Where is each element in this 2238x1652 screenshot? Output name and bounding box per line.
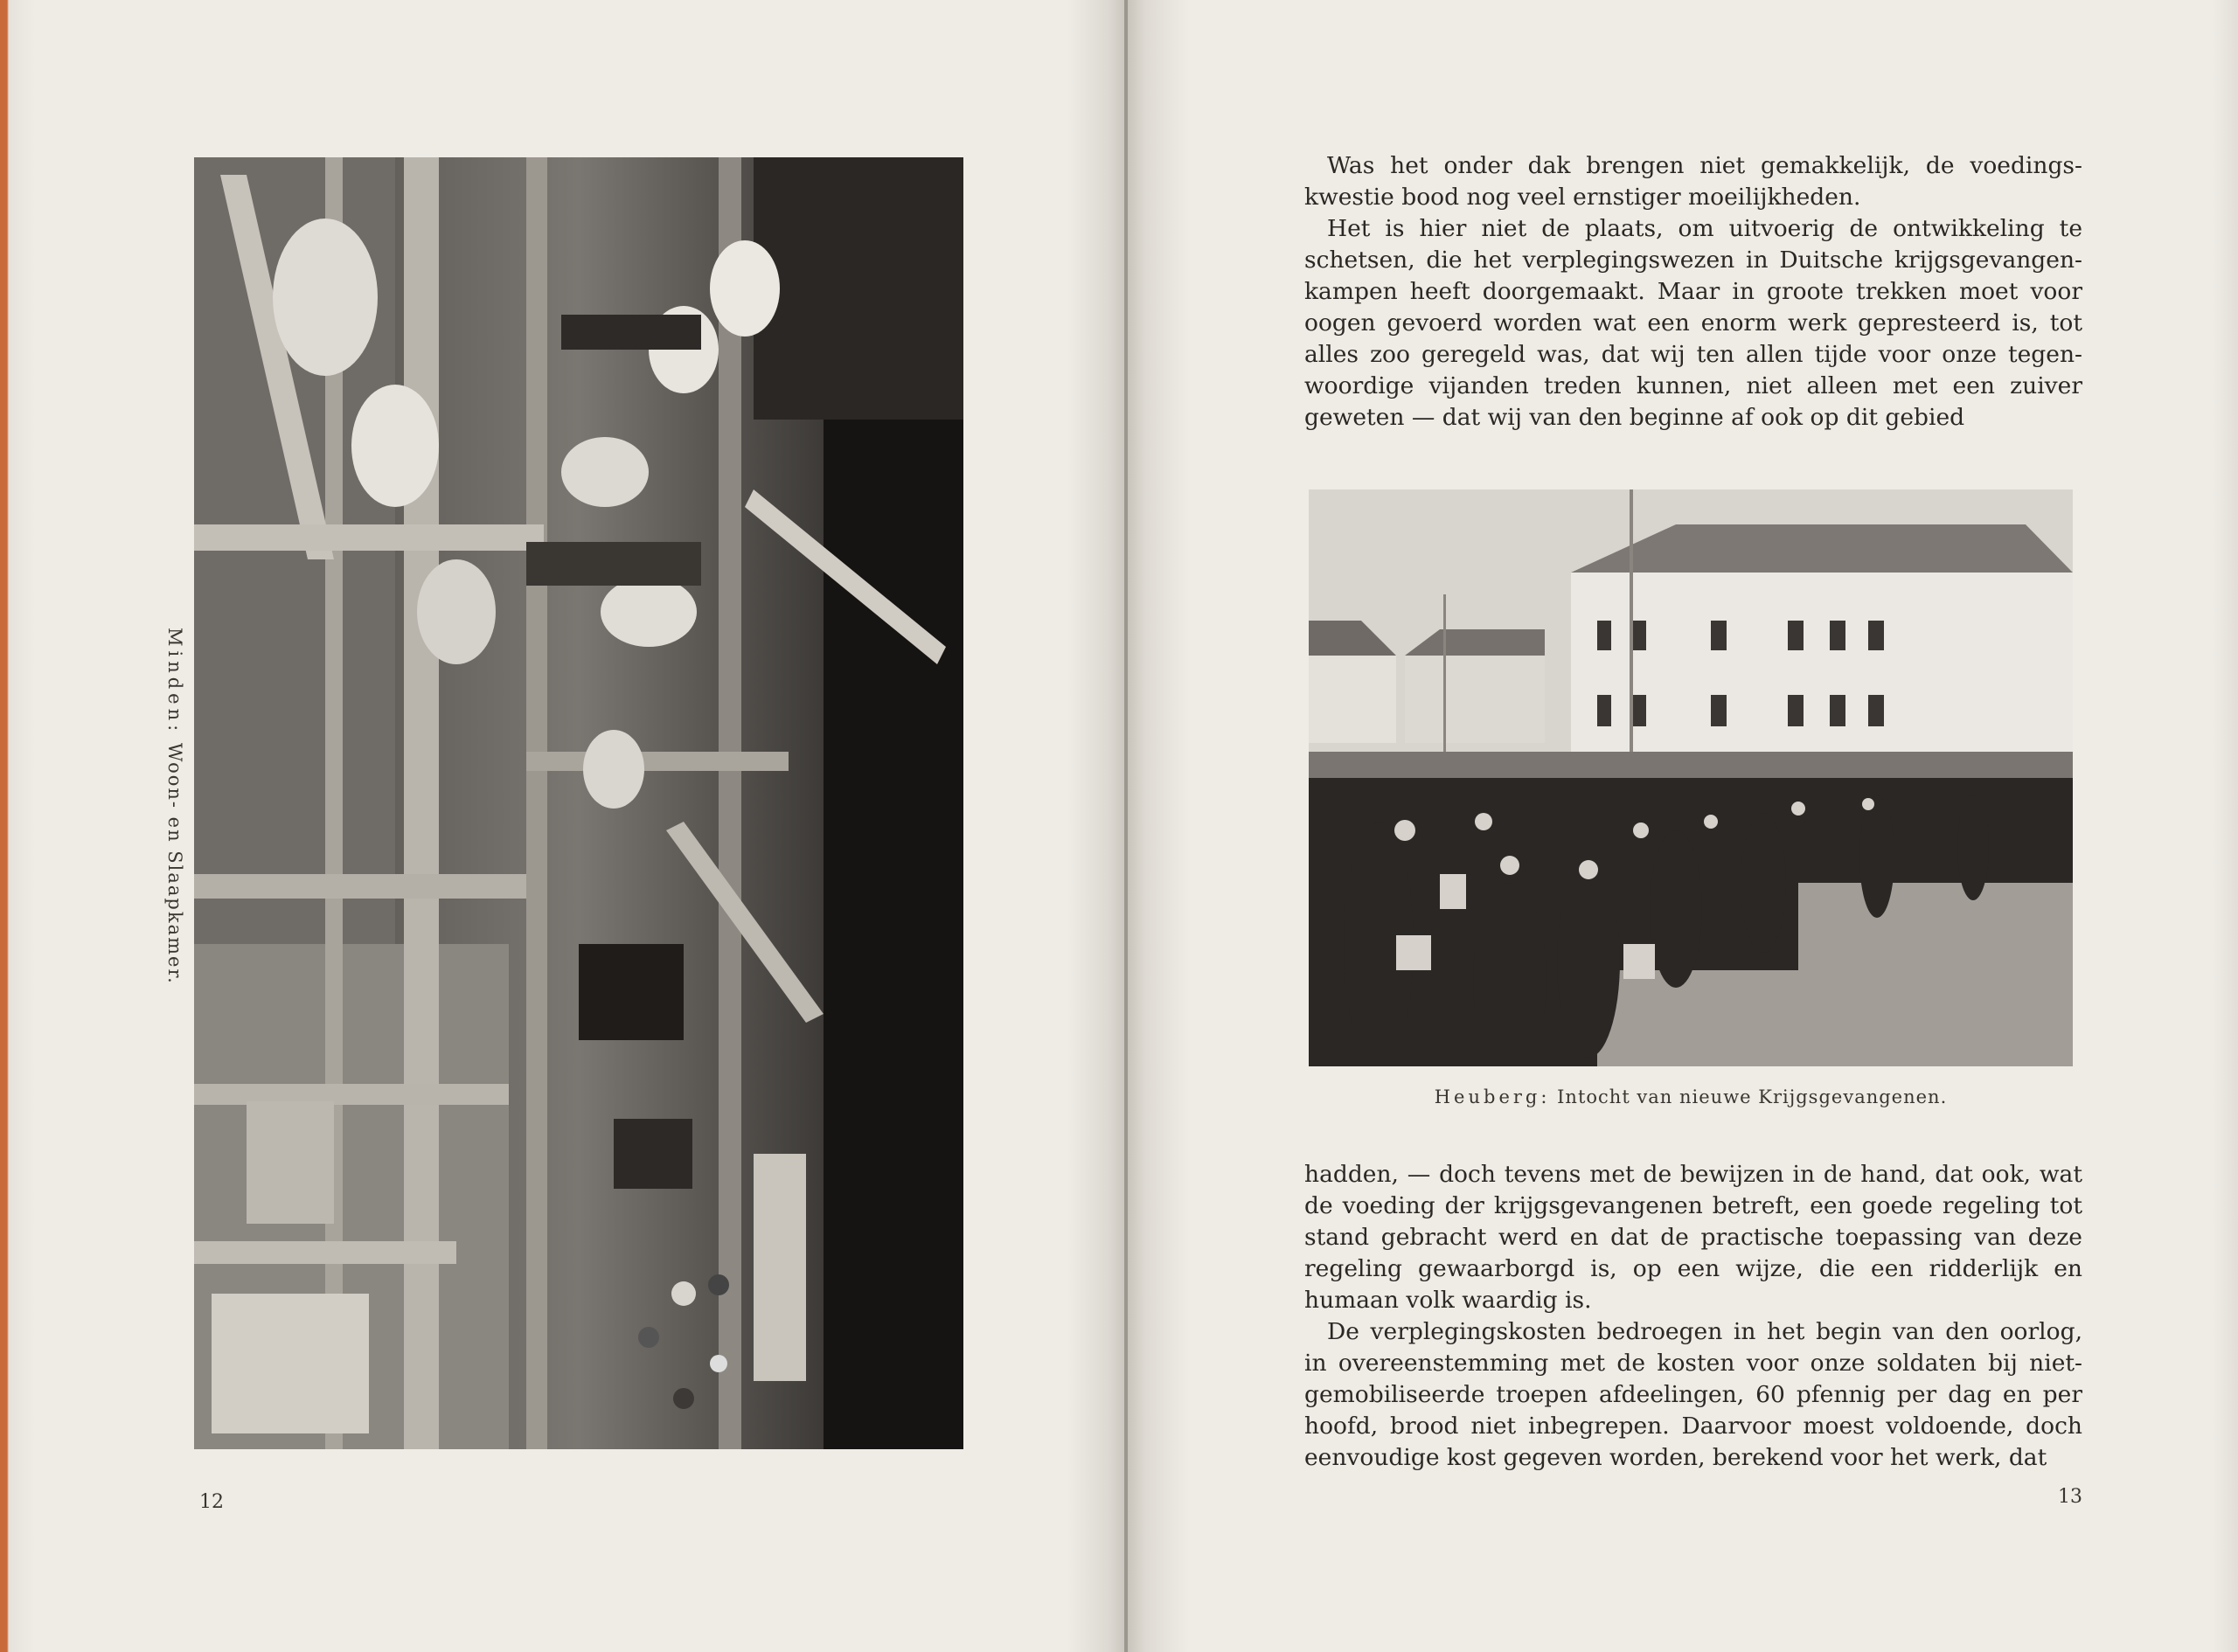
paragraph: Het is hier niet de plaats, om uitvoerig de ontwikkeling te schetsen, die het verplegingswezen in Duitsche krijgsgevangenkampen heeft doorgemaakt. Maar in groote trekken moet voor oogen gevoerd worden wat een enorm werk gepresteerd is, tot alles zoo geregeld was, dat wij ten allen tijde voor onze tegenwoordige vijanden treden kunnen, niet alleen met een zuiver geweten — dat wij van den beginne af ook op dit gebied xyxy=(1304,215,2082,431)
page-number-left: 12 xyxy=(199,1491,224,1513)
left-caption-place: Minden: xyxy=(164,628,185,736)
text-block-top xyxy=(1304,150,2082,434)
photo-barracks-interior xyxy=(194,157,963,1449)
left-photo-caption xyxy=(164,628,185,985)
paragraph: De verplegingskosten bedroegen in het begin van den oorlog, in overeenstemming met de kosten voor onze soldaten bij nietgemobiliseerde troepen afdeelingen, 60 pfennig per dag en per hoofd, brood niet inbegrepen. Daarvoor moest voldoende, doch eenvoudige kost gegeven worden, berekend voor het werk, dat xyxy=(1304,1318,2082,1471)
text-block-bottom xyxy=(1304,1159,2082,1474)
paragraph: Was het onder dak brengen niet gemakkelijk, de voedingskwestie bood nog veel ernstiger moeilijkheden. xyxy=(1304,152,2082,211)
paragraph: hadden, — doch tevens met de bewijzen in de hand, dat ook, wat de voeding der krijgsgevangenen betreft, een goede regeling tot stand gebracht werd en dat de practische toepassing van deze regeling gewaarborgd is, op een wijze, die een ridderlijk en humaan volk waardig is. xyxy=(1304,1161,2082,1314)
right-caption-place: Heuberg: xyxy=(1434,1086,1551,1107)
photo-prisoners-march xyxy=(1309,489,2073,1066)
right-caption-text: Intocht van nieuwe Krijgsgevangenen. xyxy=(1557,1086,1948,1107)
left-caption-text: Woon- en Slaapkamer. xyxy=(164,742,185,985)
page-number-right: 13 xyxy=(2058,1486,2082,1508)
right-photo-caption xyxy=(1309,1086,2073,1107)
